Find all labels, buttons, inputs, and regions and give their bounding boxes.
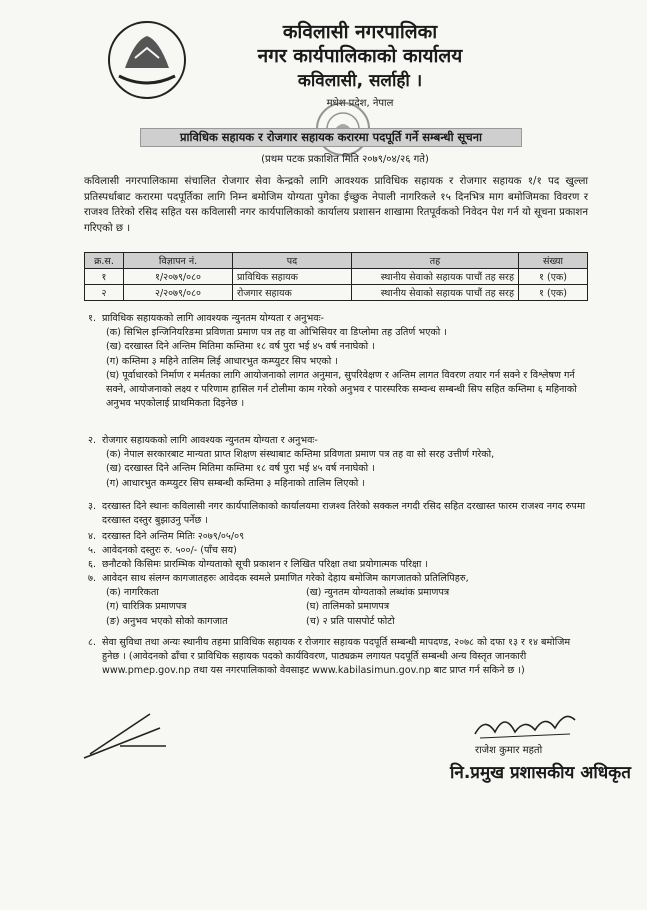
col-count: संख्या (519, 253, 588, 269)
cell-level: स्थानीय सेवाको सहायक पाचौं तह सरह (352, 269, 519, 285)
section-3 (88, 500, 588, 528)
section-text: आवेदनको दस्तुरः रु. ५००/- (पाँच सय) (102, 545, 237, 556)
list-item: (क) नागरिकता (106, 587, 159, 599)
table-row (85, 269, 588, 285)
document-pair (106, 586, 588, 600)
list-item: (ख) दरखास्त दिने अन्तिम मितिमा कम्तिमा १८ वर्ष पुरा भई ४५ वर्ष ननाघेको । (106, 463, 375, 475)
section-4 (88, 530, 588, 544)
nepal-emblem-icon (105, 18, 189, 102)
section-2 (88, 434, 588, 491)
office-location: कविलासी, सर्लाही । (297, 71, 423, 91)
section-number: १. (88, 313, 97, 324)
section-5 (88, 544, 588, 558)
publish-date: (प्रथम पटक प्रकाशित मिति २०७९/०४/२६ गते) (261, 154, 429, 165)
cell-level: स्थानीय सेवाको सहायक पाचौं तह सरह (352, 285, 519, 301)
cell-serial: १ (85, 269, 124, 285)
section-number: ३. (88, 501, 97, 512)
officer-designation: नि.प्रमुख प्रशासकीय अधिकृत (450, 763, 631, 783)
section-8 (88, 636, 588, 679)
list-item: (ख) न्युनतम योग्यताको लब्धांक प्रमाणपत्र (306, 587, 450, 599)
section-title: आवेदन साथ संलग्न कागजातहरुः आवेदक स्वमले प्रमाणित गरेको देहाय बमोजिम कागजातको प्रतिलिपिहरु, (102, 573, 469, 584)
cell-count: १ (एक) (519, 285, 588, 301)
col-ad-number: विज्ञापन नं. (124, 253, 233, 269)
left-signature-icon (80, 706, 170, 766)
office-name: नगर कार्यपालिकाको कार्यालय (257, 45, 463, 67)
list-item: (ग) कम्तिमा ३ महिने तालिम लिई आधारभुत कम्प्युटर सिप भएको । (106, 355, 338, 367)
municipality-name: कविलासी नगरपालिका (282, 21, 438, 43)
notice-title: प्राविधिक सहायक र रोजगार सहायक करारमा पदपूर्ति गर्ने सम्बन्धी सूचना (140, 128, 522, 147)
list-item: (ख) दरखास्त दिने अन्तिम मितिमा कम्तिमा १८ वर्ष पुरा भई ४५ वर्ष ननाघेको । (106, 341, 375, 353)
vacancy-table (84, 252, 588, 301)
section-number: २. (88, 435, 97, 446)
cell-count: १ (एक) (519, 269, 588, 285)
province-name: मधेश प्रदेश, नेपाल (326, 98, 394, 109)
document-pair (106, 600, 588, 614)
section-number: ८. (88, 637, 97, 648)
section-6 (88, 558, 588, 572)
section-text: दरखास्त दिने अन्तिम मितिः २०७९/०५/०९ (102, 531, 245, 542)
section-text: दरखास्त दिने स्थानः कविलासी नगर कार्यपालिकाको कार्यालयमा राजश्व तिरेको सक्कल नगदी रसिद सहित दरखास्त फारम राजश्व नगद रुपमा दरखास्त दस्तुर बुझाउनु पर्नेछ । (102, 501, 586, 527)
intro-paragraph: कविलासी नगरपालिकामा संचालित रोजगार सेवा केन्द्रको लागि आवश्यक प्राविधिक सहायक र रोजगार सहायक १/१ पद खुल्ला प्रतिस्पर्धाबाट करारमा पदपूर्तिका लागि निम्न बमोजिम योग्यता पुगेका ईच्छुक नेपाली नागरिकले १५ दिनभित्र माग बमोजिमका विवरण र राजश्व तिरेको रसिद सहित यस कविलासी नगर कार्यपालिकाको कार्यालय प्रशासन शाखामा रितपूर्वकको निवेदन पेश गर्न यो सूचना प्रकाशन गरिएको छ । (84, 176, 588, 234)
col-serial: क्र.स. (85, 253, 124, 269)
cell-serial: २ (85, 285, 124, 301)
cell-ad-number: २/२०७९/०८० (124, 285, 233, 301)
cell-post: रोजगार सहायक (233, 285, 352, 301)
section-title: प्राविधिक सहायकको लागि आवश्यक न्युनतम योग्यता र अनुभवः- (102, 313, 324, 324)
section-number: ५. (88, 545, 97, 556)
list-item: (ङ) अनुभव भएको सोको कागजात (106, 615, 228, 627)
list-item: (क) सिभिल इन्जिनियरिङमा प्रविणता प्रमाण पत्र तह वा ओभिसियर वा डिप्लोमा तह उतिर्ण भएको । (106, 327, 447, 339)
col-post: पद (233, 253, 352, 269)
list-item: (ग) चारित्रिक प्रमाणपत्र (106, 601, 187, 613)
list-item: (घ) पूर्वाधारको निर्माण र मर्मतका लागि आयोजनाको लागत अनुमान, सुपरिवेक्षण र अन्तिम लागत विवरण तयार गर्न सक्ने र विश्लेषण गर्न सक्ने, आयोजनाको लक्ष्य र परिणाम हासिल गर्न टोलीमा काम गरेको अनुभव र पारस्परिक सम्वन्ध सम्बन्धी सिप सहित कम्तिमा ६ महिनाको अनुभव भएकोलाई प्राथमिकता दिइनेछ । (106, 369, 577, 410)
section-title: रोजगार सहायकको लागि आवश्यक न्युनतम योग्यता र अनुभवः- (102, 435, 318, 446)
col-level: तह (352, 253, 519, 269)
section-7 (88, 572, 588, 629)
section-number: ६. (88, 559, 97, 570)
officer-name: राजेश कुमार महतो (475, 745, 543, 756)
section-1 (88, 312, 588, 411)
section-text: सेवा सुविधा तथा अन्यः स्थानीय तहमा प्राविधिक सहायक र रोजगार सहायक पदपूर्ति सम्बन्धी मापदण्ड, २०७८ को दफा १३ र १४ बमोजिम हुनेछ । (आवेदनको ढाँचा र प्राविधिक सहायक पदको कार्यविवरण, पाठ्यक्रम लगायत पदपूर्ति सम्बन्धी अन्य विस्तृत जानकारी www.pmep.gov.np तथा यस नगरपालिकाको वेवसाइट www.kabilasimun.gov.np बाट प्राप्त गर्न सकिने छ ।) (102, 637, 571, 677)
table-header-row (85, 253, 588, 269)
list-item: (ग) आधारभुत कम्प्युटर सिप सम्बन्धी कम्तिमा ३ महिनाको तालिम लिएको । (106, 477, 365, 489)
document-pair (106, 615, 588, 629)
list-item: (च) २ प्रति पासपोर्ट फोटो (306, 615, 395, 627)
table-row (85, 285, 588, 301)
list-item: (घ) तालिमको प्रमाणपत्र (306, 601, 390, 613)
officer-signature-icon (470, 706, 580, 742)
section-number: ७. (88, 573, 97, 584)
section-number: ४. (88, 531, 97, 542)
cell-ad-number: १/२०७९/०८० (124, 269, 233, 285)
cell-post: प्राविधिक सहायक (233, 269, 352, 285)
section-text: छनौटको किसिमः प्रारम्भिक योग्यताको सूची प्रकाशन र लिखित परिक्षा तथा प्रयोगात्मक परिक्षा । (102, 559, 429, 570)
list-item: (क) नेपाल सरकारबाट मान्यता प्राप्त शिक्षण संस्थाबाट कम्तिमा प्रविणता प्रमाण पत्र तह वा सो सरह उत्तीर्ण गरेको, (106, 449, 495, 461)
